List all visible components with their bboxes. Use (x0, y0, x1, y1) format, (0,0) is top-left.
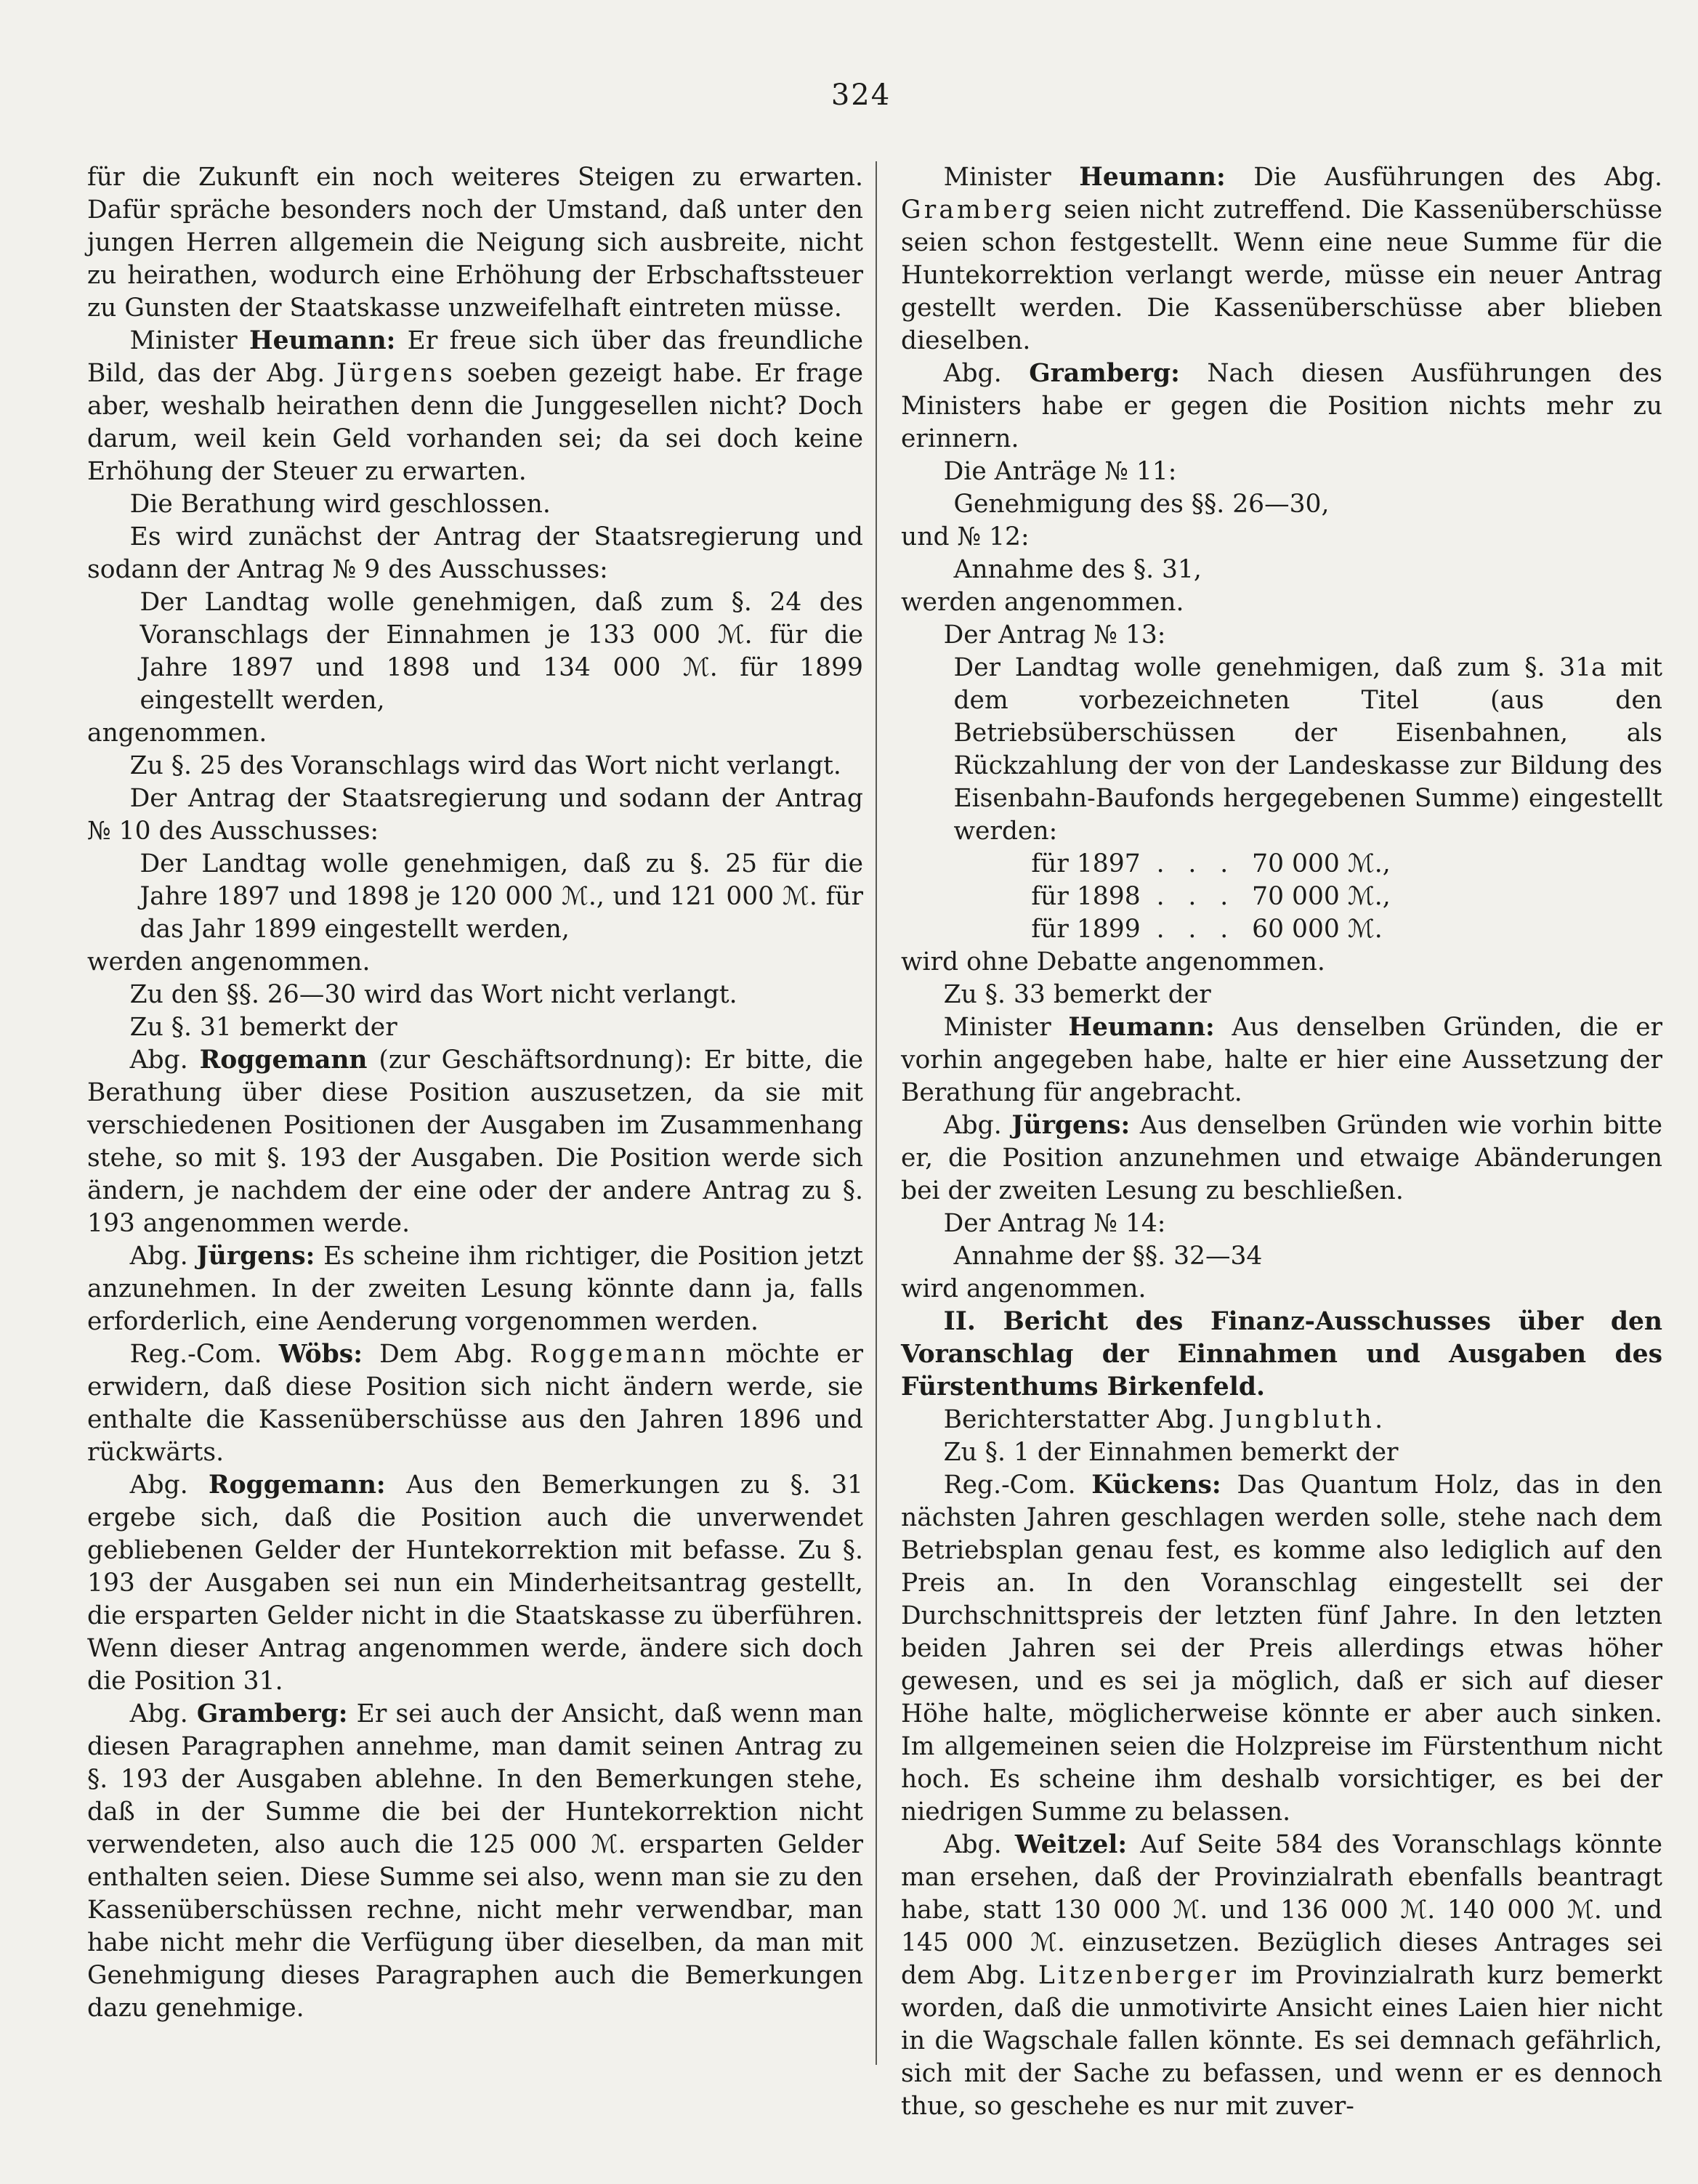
speaker-name: Heumann: (1068, 1013, 1215, 1042)
text-run: soeben gezeigt habe. Er frage aber, weshalb heirathen denn die Junggesellen nicht? Doch darum, weil kein Geld vorhanden sei; da sei doch keine Erhöhung der Steuer zu erwarten. (87, 359, 863, 486)
page-number: 324 (830, 78, 892, 112)
paragraph (901, 1208, 1662, 1240)
speaker-name: Gramberg: (1029, 359, 1180, 388)
text-run: Abg. (129, 1471, 209, 1500)
paragraph (901, 1240, 1662, 1273)
text-run: Abg. (129, 1699, 197, 1728)
text-run: Reg.-Com. (129, 1340, 279, 1369)
text-run: Auf Seite 584 des Voranschlags könnte man ersehen, daß der Provinzialrath ebenfalls beantragt habe, statt 130 000 ℳ. und 136 000 ℳ. 140 000 ℳ. und 145 000 ℳ. einzusetzen. Bezüglich dieses Antrages sei dem Abg. (901, 1830, 1662, 1990)
text-run: seien nicht zutreffend. Die Kassenüberschüsse seien schon festgestellt. Wenn eine neue Summe für die Huntekorrektion verlangt werde, müsse ein neuer Antrag gestellt werden. Die Kassenüberschüsse aber blieben dieselben. (901, 195, 1662, 355)
text-run: Der Landtag wolle genehmigen, daß zu §. 25 für die Jahre 1897 und 1898 je 120 000 ℳ., und 121 000 ℳ. für das Jahr 1899 eingestellt werden, (140, 849, 863, 944)
text-run: Annahme des §. 31, (953, 555, 1202, 584)
speaker-name: Weitzel: (1014, 1830, 1128, 1859)
text-run: Nach diesen Ausführungen des Ministers habe er gegen die Position nichts mehr zu erinnern. (901, 359, 1662, 453)
text-run: Zu den §§. 26—30 wird das Wort nicht verlangt. (129, 980, 737, 1009)
text-run: Das Quantum Holz, das in den nächsten Jahren geschlagen werden solle, stehe nach dem Betriebsplan genau fest, es komme also lediglich auf den Preis an. In den Voranschlag eingestellt sei der Durchschnittspreis der letzten fünf Jahre. In den letzten beiden Jahren sei der Preis allerdings etwas höher gewesen, und es sei ja möglich, daß er sich auf dieser Höhe halte, möglicherweise könnte er aber auch sinken. Im allgemeinen seien die Holzpreise im Fürstenthum nicht hoch. Es scheine ihm deshalb vorsichtiger, es bei der niedrigen Summe zu belassen. (901, 1471, 1662, 1827)
text-run: Genehmigung des §§. 26—30, (953, 490, 1330, 519)
paragraph (901, 619, 1662, 652)
text-run: Aus den Bemerkungen zu §. 31 ergebe sich, daß die Position auch die unverwendet gebliebenen Gelder der Huntekorrektion mit befasse. Zu §. 193 der Ausgaben sei nun ein Minderheitsantrag gestellt, die ersparten Gelder nicht in die Staatskasse zu überführen. Wenn dieser Antrag angenommen werde, ändere sich doch die Position 31. (87, 1471, 863, 1696)
paragraph (87, 1338, 863, 1469)
text-run: Er freue sich über das freundliche Bild, das der Abg. (87, 326, 864, 388)
spaced-name: Roggemann (530, 1340, 709, 1369)
text-run: Abg. (129, 1242, 197, 1271)
text-run: II. (943, 1307, 1003, 1336)
paragraph (87, 782, 863, 848)
paragraph (87, 325, 863, 488)
paragraph (87, 1011, 863, 1044)
paragraph (901, 1404, 1662, 1436)
right-text-column (901, 161, 1662, 2123)
speaker-name: Gramberg: (196, 1699, 348, 1728)
paragraph (901, 1829, 1662, 2123)
text-run: wird ohne Debatte angenommen. (901, 947, 1325, 976)
text-run: Zu §. 1 der Einnahmen bemerkt der (943, 1438, 1399, 1467)
speaker-name: Wöbs: (278, 1340, 363, 1369)
text-run: Der Landtag wolle genehmigen, daß zum §. 24 des Voranschlags der Einnahmen je 133 000 ℳ. für die Jahre 1897 und 1898 und 134 000 ℳ. für 1899 eingestellt werden, (140, 588, 863, 715)
text-run: Es scheine ihm richtiger, die Position jetzt anzunehmen. In der zweiten Lesung könnte dann ja, falls erforderlich, eine Aenderung vorgenommen werden. (87, 1242, 863, 1336)
paragraph (87, 750, 863, 782)
text-run: Der Antrag № 13: (943, 620, 1166, 650)
text-run: Zu §. 31 bemerkt der (129, 1013, 397, 1042)
text-run: Abg. (943, 359, 1030, 388)
paragraph (901, 848, 1662, 881)
paragraph (901, 456, 1662, 488)
paragraph (901, 652, 1662, 848)
paragraph (901, 1469, 1662, 1829)
left-text-column (87, 161, 863, 2025)
text-run: für 1899 . . . 60 000 ℳ. (1031, 915, 1383, 944)
text-run: wird angenommen. (901, 1274, 1147, 1303)
paragraph (87, 979, 863, 1011)
text-run: für die Zukunft ein noch weiteres Steigen zu erwarten. Dafür spräche besonders noch der Umstand, daß unter den jungen Herren allgemein die Neigung sich ausbreite, nicht zu heirathen, wodurch eine Erhöhung der Erbschaftssteuer zu Gunsten der Staatskasse unzweifelhaft eintreten müsse. (87, 163, 863, 323)
speaker-name: Heumann: (249, 326, 396, 355)
text-run: Minister (943, 1013, 1069, 1042)
section-heading (901, 1306, 1662, 1404)
text-run: im Provinzialrath kurz bemerkt worden, daß die unmotivirte Ansicht eines Laien hier nicht in die Wagschale fallen könnte. Es sei demnach gefährlich, sich mit der Sache zu befassen, und wenn er es dennoch thue, so geschehe es nur mit zuver- (901, 1961, 1662, 2121)
paragraph (901, 488, 1662, 521)
text-run: Die Anträge № 11: (943, 457, 1177, 486)
paragraph (901, 586, 1662, 619)
text-run: (zur Geschäftsordnung): Er bitte, die Berathung über diese Position auszusetzen, da sie mit verschiedenen Positionen der Ausgaben im Zusammenhang stehe, so mit §. 193 der Ausgaben. Die Position werde sich ändern, je nachdem der eine oder der andere Antrag zu §. 193 angenommen werde. (87, 1046, 863, 1238)
text-run: Berichterstatter Abg. (943, 1405, 1224, 1434)
text-run: Aus denselben Gründen wie vorhin bitte er, die Position anzunehmen und etwaige Abänderungen bei der zweiten Lesung zu beschließen. (901, 1111, 1662, 1205)
paragraph (901, 521, 1662, 554)
paragraph (87, 1044, 863, 1240)
speaker-name: Heumann: (1079, 163, 1226, 192)
text-run: für 1897 . . . 70 000 ℳ., (1031, 849, 1391, 878)
paragraph (87, 946, 863, 979)
text-run: Die Ausführungen des Abg. (1225, 163, 1662, 192)
text-run: Die Berathung wird geschlossen. (129, 490, 551, 519)
paragraph (901, 913, 1662, 946)
spaced-name: Jürgens (336, 359, 456, 388)
text-run: für 1898 . . . 70 000 ℳ., (1031, 882, 1391, 911)
text-run: Aus denselben Gründen, die er vorhin angegeben habe, halte er hier eine Aussetzung der Berathung für angebracht. (901, 1013, 1662, 1107)
paragraph (87, 161, 863, 325)
speaker-name: Bericht des Finanz-Ausschusses über den Voranschlag der Einnahmen und Ausgaben des Fürstenthums Birkenfeld. (901, 1307, 1662, 1402)
text-run: Der Antrag № 14: (943, 1209, 1166, 1238)
paragraph (87, 521, 863, 586)
text-run: und № 12: (901, 522, 1030, 551)
text-run: Abg. (943, 1830, 1015, 1859)
paragraph (901, 1011, 1662, 1109)
speaker-name: Roggemann: (209, 1471, 386, 1500)
paragraph (901, 357, 1662, 456)
text-run: Annahme der §§. 32—34 (953, 1242, 1263, 1271)
text-run: Der Antrag der Staatsregierung und sodann der Antrag № 10 des Ausschusses: (87, 784, 863, 846)
paragraph (87, 1469, 863, 1698)
text-run: werden angenommen. (901, 588, 1184, 617)
text-run: Minister (943, 163, 1080, 192)
paragraph (901, 881, 1662, 913)
text-run: angenommen. (87, 719, 267, 748)
text-run: Es wird zunächst der Antrag der Staatsregierung und sodann der Antrag № 9 des Ausschusses: (87, 522, 863, 584)
spaced-name: Jungbluth (1223, 1405, 1375, 1434)
paragraph (87, 1698, 863, 2025)
text-run: Zu §. 33 bemerkt der (943, 980, 1211, 1009)
text-run: Abg. (129, 1046, 200, 1075)
paragraph (87, 1240, 863, 1338)
speaker-name: Roggemann (199, 1046, 368, 1075)
paragraph (87, 848, 863, 946)
speaker-name: Jürgens: (196, 1242, 315, 1271)
paragraph (901, 1109, 1662, 1208)
text-run: Reg.-Com. (943, 1471, 1092, 1500)
text-run: . (1375, 1405, 1383, 1434)
text-run: Minister (129, 326, 249, 355)
paragraph (87, 717, 863, 750)
text-run: Abg. (943, 1111, 1012, 1140)
spaced-name: Litzenberger (1038, 1961, 1240, 1990)
paragraph (901, 946, 1662, 979)
text-run: Dem Abg. (362, 1340, 530, 1369)
paragraph (901, 161, 1662, 357)
text-run: werden angenommen. (87, 947, 371, 976)
paragraph (87, 586, 863, 717)
paragraph (901, 1273, 1662, 1306)
paragraph (901, 979, 1662, 1011)
text-run: Zu §. 25 des Voranschlags wird das Wort nicht verlangt. (129, 751, 841, 780)
spaced-name: Gramberg (901, 195, 1055, 225)
paragraph (87, 488, 863, 521)
text-run: Er sei auch der Ansicht, daß wenn man diesen Paragraphen annehme, man damit seinen Antrag zu §. 193 der Ausgaben ablehne. In den Bemerkungen stehe, daß in der Summe die bei der Huntekorrektion nicht verwendeten, also auch die 125 000 ℳ. ersparten Gelder enthalten seien. Diese Summe sei also, wenn man sie zu den Kassenüberschüssen rechne, nicht mehr verwendbar, man habe nicht mehr die Verfügung über dieselben, da man mit Genehmigung dieses Paragraphen auch die Bemerkungen dazu genehmige. (87, 1699, 863, 2023)
column-divider (876, 161, 877, 2065)
speaker-name: Jürgens: (1011, 1111, 1131, 1140)
text-run: möchte er erwidern, daß diese Position sich nicht ändern werde, sie enthalte die Kassenüberschüsse aus den Jahren 1896 und rückwärts. (87, 1340, 864, 1467)
text-run: Der Landtag wolle genehmigen, daß zum §. 31a mit dem vorbezeichneten Titel (aus den Betriebsüberschüssen der Eisenbahnen, als Rückzahlung der von der Landeskasse zur Bildung des Eisenbahn-Baufonds hergegebenen Summe) eingestellt werden: (953, 653, 1662, 846)
paragraph (901, 1436, 1662, 1469)
paragraph (901, 554, 1662, 586)
speaker-name: Kückens: (1091, 1471, 1221, 1500)
